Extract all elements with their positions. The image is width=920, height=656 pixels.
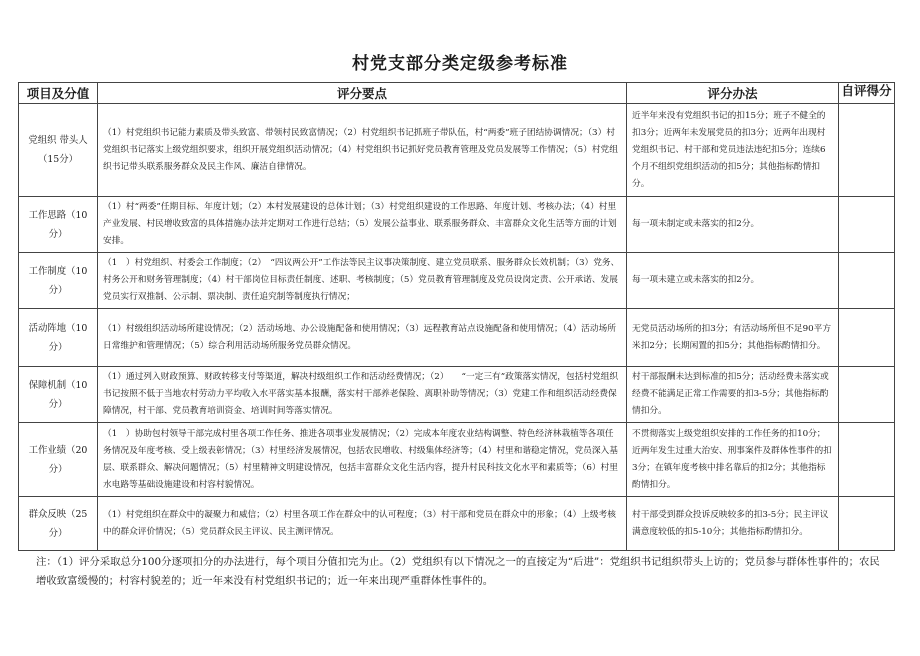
row-category: 保障机制（10分） [19, 367, 98, 423]
header-item: 项目及分值 [19, 83, 98, 104]
row-self-score-cell[interactable] [839, 497, 895, 551]
row-points: （1）通过列入财政预算、财政转移支付等渠道，解决村级组织工作和活动经费情况；（2） “一定三有”政策落实情况，包括村党组织书记按照不低于当地农村劳动力平均收入水平落实基本报酬，落实村干部养老保险、离职补助等情况；（3）党建工作和组织活动经费保障情况，村干部、党员教育培训资金、培训时间等落实情况。 [98, 367, 627, 423]
row-method: 近半年来没有党组织书记的扣15分；班子不健全的扣3分；近两年未发展党员的扣3分；近两年出现村党组织书记、村干部和党员违法违纪扣5分；连续6个月不组织党组织活动的扣5分；其他指标酌情扣分。 [627, 104, 839, 197]
standards-table [18, 82, 895, 551]
row-category: 群众反映（25分） [19, 497, 98, 551]
row-method: 不贯彻落实上级党组织安排的工作任务的扣10分；近两年发生过重大治安、刑事案件及群体性事件的扣3分；在镇年度考核中排名靠后的扣2分；其他指标酌情扣分。 [627, 423, 839, 497]
row-points: （1 ）协助包村领导干部完成村里各项工作任务、推进各项事业发展情况；（2）完成本年度农业结构调整、特色经济林栽植等各项任务情况及年度考核、受上级表彰情况；（3）村里经济发展情况，包括农民增收、村级集体经济等；（4）村里和谐稳定情况，党员深入基层、联系群众、解决问题情况；（5）村里精神文明建设情况，包括丰富群众文化生活内容，提升村民科技文化水平和素质等；（6）村里水电路等基础设施建设和村容村貌情况。 [98, 423, 627, 497]
table-row [19, 423, 895, 497]
table-row [19, 253, 895, 309]
row-self-score-cell[interactable] [839, 253, 895, 309]
row-self-score-cell[interactable] [839, 104, 895, 197]
table-row [19, 309, 895, 367]
row-category: 工作制度（10分） [19, 253, 98, 309]
row-points: （1）村“两委”任期目标、年度计划；（2）本村发展建设的总体计划；（3）村党组织建设的工作思路、年度计划、考核办法；（4）村里产业发展、村民增收致富的具体措施办法并定期对工作进行总结；（5）发展公益事业、联系服务群众、丰富群众文化生活等方面的计划安排。 [98, 197, 627, 253]
header-points: 评分要点 [98, 83, 627, 104]
row-category: 工作思路（10分） [19, 197, 98, 253]
row-method: 无党员活动场所的扣3分；有活动场所但不足90平方米扣2分；长期闲置的扣5分；其他指标酌情扣分。 [627, 309, 839, 367]
row-method: 每一项未建立或未落实的扣2分。 [627, 253, 839, 309]
row-self-score-cell[interactable] [839, 309, 895, 367]
table-row [19, 367, 895, 423]
row-points: （1）村党组织书记能力素质及带头致富、带领村民致富情况；（2）村党组织书记抓班子带队伍，村“两委”班子团结协调情况；（3）村党组织书记落实上级党组织要求，组织开展党组织活动情况；（4）村党组织书记抓好党员教育管理及党员发展等工作情况；（5）村党组织书记带头联系服务群众及民主作风、廉洁自律情况。 [98, 104, 627, 197]
footnote: 注：（1）评分采取总分100分逐项扣分的办法进行，每个项目分值扣完为止。（2）党组织有以下情况之一的直接定为“后进”：党组织书记组织带头上访的；党员参与群体性事件的；农民增收致富缓慢的；村容村貌差的；近一年来没有村党组织书记的；近一年来出现严重群体性事件的。 [36, 556, 880, 587]
table-header-row [19, 83, 895, 104]
table-row [19, 197, 895, 253]
row-self-score-cell[interactable] [839, 367, 895, 423]
row-method: 村干部报酬未达到标准的扣5分；活动经费未落实或经费不能满足正常工作需要的扣3-5分；其他指标酌情扣分。 [627, 367, 839, 423]
row-category: 工作业绩（20分） [19, 423, 98, 497]
row-method: 村干部受到群众投诉反映较多的扣3-5分；民主评议满意度较低的扣5-10分；其他指标酌情扣分。 [627, 497, 839, 551]
row-self-score-cell[interactable] [839, 423, 895, 497]
header-method: 评分办法 [627, 83, 839, 104]
row-points: （1）村级组织活动场所建设情况；（2）活动场地、办公设施配备和使用情况；（3）远程教育站点设施配备和使用情况；（4）活动场所日常维护和管理情况；（5）综合利用活动场所服务党员群众情况。 [98, 309, 627, 367]
row-points: （1）村党组织在群众中的凝聚力和威信；（2）村里各项工作在群众中的认可程度；（3）村干部和党员在群众中的形象；（4）上级考核中的群众评价情况；（5）党员群众民主评议、民主测评情况。 [98, 497, 627, 551]
row-self-score-cell[interactable] [839, 197, 895, 253]
header-self-score: 自评得分 [839, 83, 895, 104]
row-category: 党组织 带头人（15分） [19, 104, 98, 197]
table-row [19, 497, 895, 551]
page-title: 村党支部分类定级参考标准 [352, 54, 568, 74]
row-method: 每一项未制定或未落实的扣2分。 [627, 197, 839, 253]
table-row [19, 104, 895, 197]
row-points: （1 ）村党组织、村委会工作制度；（2） “四议两公开”工作法等民主议事决策制度、建立党员联系、服务群众长效机制；（3）党务、村务公开和财务管理制度；（4）村干部岗位目标责任制度、述职、考核制度；（5）党员教育管理制度及党员设岗定责、公开承诺、发展党员实行双推制、公示制、票决制、责任追究制等制度执行情况； [98, 253, 627, 309]
row-category: 活动阵地（10分） [19, 309, 98, 367]
